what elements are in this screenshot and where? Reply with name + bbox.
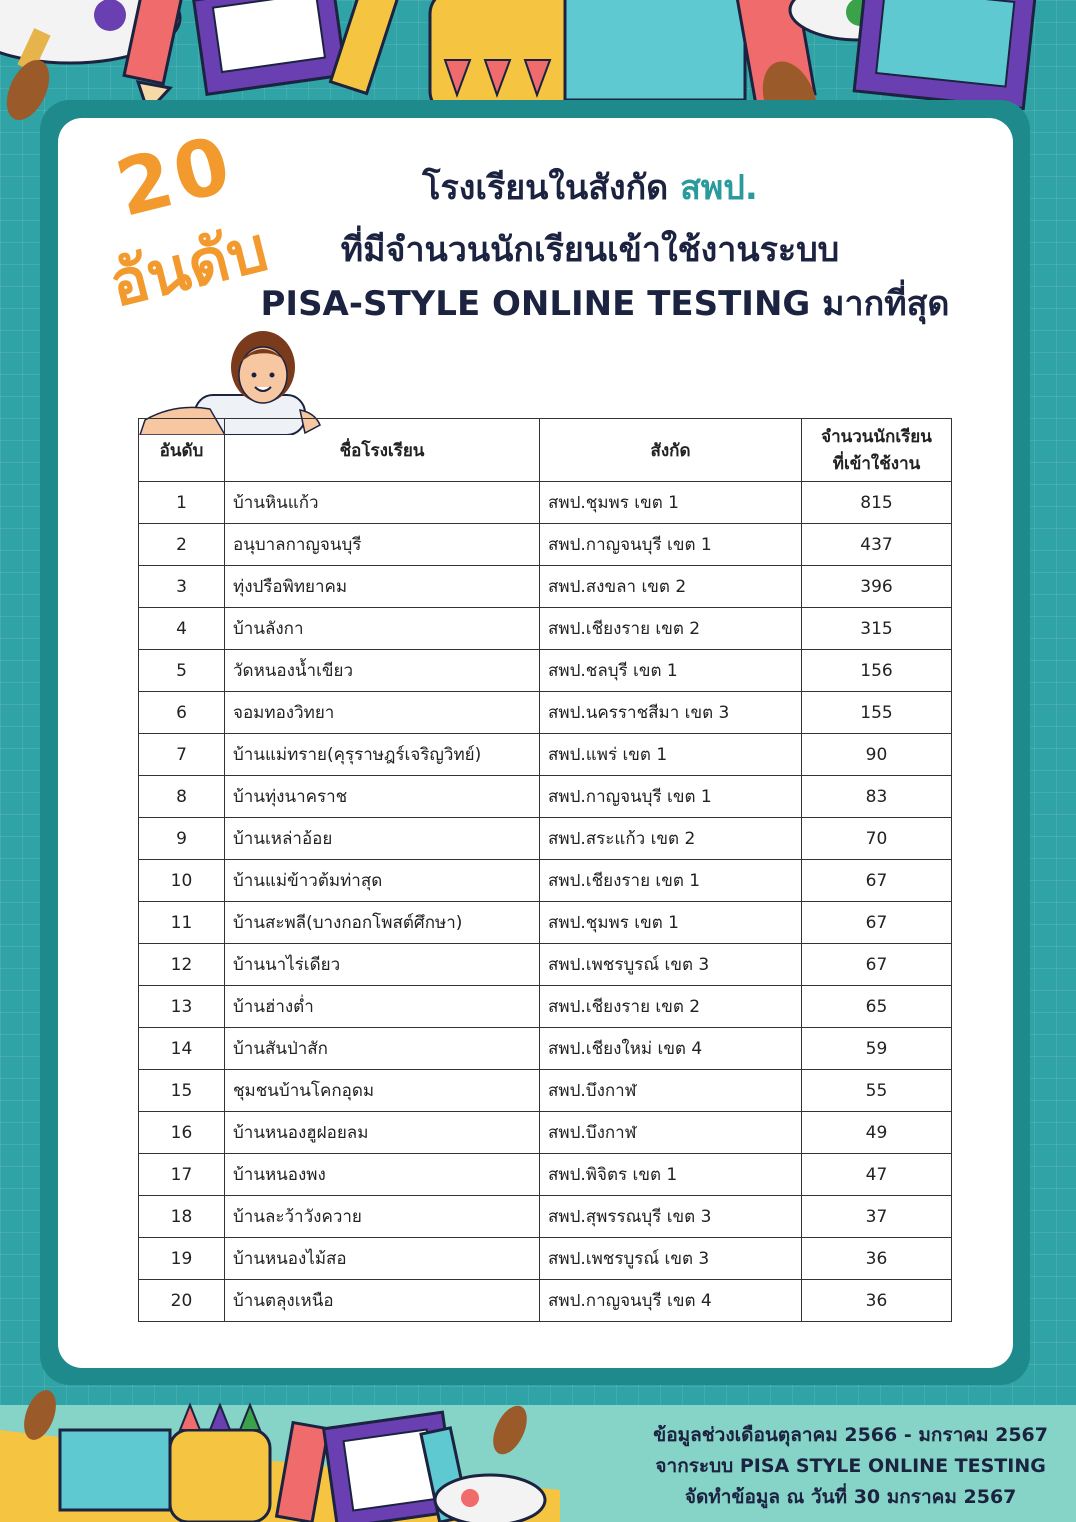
cell-school: บ้านหินแก้ว <box>225 482 540 524</box>
cell-rank: 7 <box>139 734 225 776</box>
header-rank: อันดับ <box>139 419 225 482</box>
cell-count: 396 <box>802 566 952 608</box>
cell-area: สพป.กาญจนบุรี เขต 1 <box>540 776 802 818</box>
cell-school: จอมทองวิทยา <box>225 692 540 734</box>
rank-badge-number: 20 <box>107 119 243 235</box>
table-row <box>139 902 952 944</box>
table-header-row <box>139 419 952 482</box>
table-row <box>139 1238 952 1280</box>
title-line-3: PISA-STYLE ONLINE TESTING มากที่สุด <box>260 284 950 324</box>
footer-line-2: จากระบบ PISA STYLE ONLINE TESTING <box>655 1455 1046 1477</box>
table-row <box>139 860 952 902</box>
cell-rank: 2 <box>139 524 225 566</box>
cell-rank: 10 <box>139 860 225 902</box>
cell-area: สพป.บึงกาฬ <box>540 1112 802 1154</box>
title-line-1-prefix: โรงเรียนในสังกัด <box>422 168 681 208</box>
table-row <box>139 692 952 734</box>
cell-school: ชุมชนบ้านโคกอุดม <box>225 1070 540 1112</box>
pencil-cup-bottom-icon <box>170 1405 270 1522</box>
rank-badge-word: อันดับ <box>102 211 275 322</box>
cell-school: วัดหนองน้ำเขียว <box>225 650 540 692</box>
header-count-line2: ที่เข้าใช้งาน <box>832 454 921 474</box>
cell-rank: 8 <box>139 776 225 818</box>
table-row <box>139 1028 952 1070</box>
ranking-table <box>138 418 952 1322</box>
cell-school: บ้านละว้าวังควาย <box>225 1196 540 1238</box>
cell-area: สพป.เชียงราย เขต 2 <box>540 986 802 1028</box>
cell-rank: 20 <box>139 1280 225 1322</box>
cell-rank: 1 <box>139 482 225 524</box>
cell-rank: 14 <box>139 1028 225 1070</box>
frame-purple-icon <box>194 0 346 94</box>
pencil-cup-icon <box>430 0 570 115</box>
cell-area: สพป.นครราชสีมา เขต 3 <box>540 692 802 734</box>
cell-count: 67 <box>802 902 952 944</box>
header-count-line1: จำนวนนักเรียน <box>821 427 932 447</box>
cell-school: บ้านฮ่างต่ำ <box>225 986 540 1028</box>
cell-count: 37 <box>802 1196 952 1238</box>
header-area: สังกัด <box>540 419 802 482</box>
cell-count: 49 <box>802 1112 952 1154</box>
cell-school: บ้านลังกา <box>225 608 540 650</box>
cell-count: 315 <box>802 608 952 650</box>
cell-count: 55 <box>802 1070 952 1112</box>
cell-count: 65 <box>802 986 952 1028</box>
cell-school: บ้านทุ่งนาคราช <box>225 776 540 818</box>
cell-count: 83 <box>802 776 952 818</box>
header-school: ชื่อโรงเรียน <box>225 419 540 482</box>
table-row <box>139 986 952 1028</box>
cell-rank: 17 <box>139 1154 225 1196</box>
cell-count: 59 <box>802 1028 952 1070</box>
cell-count: 36 <box>802 1280 952 1322</box>
table-row <box>139 608 952 650</box>
cell-school: อนุบาลกาญจนบุรี <box>225 524 540 566</box>
cell-count: 70 <box>802 818 952 860</box>
cell-school: บ้านหนองไม้สอ <box>225 1238 540 1280</box>
title-line-2: ที่มีจำนวนนักเรียนเข้าใช้งานระบบ <box>340 230 840 270</box>
cell-school: บ้านสันป่าสัก <box>225 1028 540 1070</box>
bottom-stationery-decoration <box>0 1390 600 1522</box>
cell-school: บ้านหนองฮูฝอยลม <box>225 1112 540 1154</box>
cell-area: สพป.ชุมพร เขต 1 <box>540 902 802 944</box>
table-row <box>139 1070 952 1112</box>
cell-count: 67 <box>802 944 952 986</box>
cell-area: สพป.พิจิตร เขต 1 <box>540 1154 802 1196</box>
cell-rank: 5 <box>139 650 225 692</box>
cell-rank: 16 <box>139 1112 225 1154</box>
table-body <box>139 482 952 1322</box>
cell-rank: 15 <box>139 1070 225 1112</box>
frame-right-icon <box>854 0 1035 109</box>
cell-area: สพป.สงขลา เขต 2 <box>540 566 802 608</box>
cell-school: บ้านนาไร่เดียว <box>225 944 540 986</box>
cell-area: สพป.เชียงราย เขต 2 <box>540 608 802 650</box>
table-row <box>139 1280 952 1322</box>
title-line-1-accent: สพป. <box>680 168 758 208</box>
cell-rank: 9 <box>139 818 225 860</box>
cell-rank: 13 <box>139 986 225 1028</box>
cell-count: 156 <box>802 650 952 692</box>
cell-rank: 4 <box>139 608 225 650</box>
cell-school: ทุ่งปรือพิทยาคม <box>225 566 540 608</box>
cell-count: 155 <box>802 692 952 734</box>
cell-area: สพป.เชียงใหม่ เขต 4 <box>540 1028 802 1070</box>
cell-area: สพป.แพร่ เขต 1 <box>540 734 802 776</box>
cell-count: 36 <box>802 1238 952 1280</box>
cell-count: 67 <box>802 860 952 902</box>
cell-area: สพป.กาญจนบุรี เขต 4 <box>540 1280 802 1322</box>
cell-rank: 19 <box>139 1238 225 1280</box>
cell-count: 90 <box>802 734 952 776</box>
table-row <box>139 1112 952 1154</box>
cell-area: สพป.เพชรบูรณ์ เขต 3 <box>540 944 802 986</box>
cell-count: 437 <box>802 524 952 566</box>
cell-area: สพป.ชลบุรี เขต 1 <box>540 650 802 692</box>
table-row <box>139 734 952 776</box>
cell-area: สพป.ชุมพร เขต 1 <box>540 482 802 524</box>
cell-school: บ้านหนองพง <box>225 1154 540 1196</box>
cell-school: บ้านแม่ทราย(คุรุราษฎร์เจริญวิทย์) <box>225 734 540 776</box>
footer-line-3: จัดทำข้อมูล ณ วันที่ 30 มกราคม 2567 <box>684 1486 1017 1508</box>
table-row <box>139 1196 952 1238</box>
table-row <box>139 944 952 986</box>
table-row <box>139 776 952 818</box>
header-count <box>802 419 952 482</box>
cell-area: สพป.บึงกาฬ <box>540 1070 802 1112</box>
cell-school: บ้านเหล่าอ้อย <box>225 818 540 860</box>
cell-area: สพป.เพชรบูรณ์ เขต 3 <box>540 1238 802 1280</box>
cell-rank: 12 <box>139 944 225 986</box>
cell-rank: 11 <box>139 902 225 944</box>
table-row <box>139 1154 952 1196</box>
cell-area: สพป.เชียงราย เขต 1 <box>540 860 802 902</box>
cell-count: 47 <box>802 1154 952 1196</box>
pencil-yellow-icon <box>330 0 397 93</box>
cell-area: สพป.กาญจนบุรี เขต 1 <box>540 524 802 566</box>
footer-info <box>653 1420 1048 1513</box>
table-row <box>139 524 952 566</box>
notebook-bottom-icon <box>60 1430 170 1510</box>
cell-rank: 6 <box>139 692 225 734</box>
table-row <box>139 650 952 692</box>
cell-school: บ้านสะพลี(บางกอกโพสต์ศึกษา) <box>225 902 540 944</box>
table-row <box>139 482 952 524</box>
cell-area: สพป.สุพรรณบุรี เขต 3 <box>540 1196 802 1238</box>
table-row <box>139 566 952 608</box>
cell-rank: 3 <box>139 566 225 608</box>
cell-count: 815 <box>802 482 952 524</box>
cell-school: บ้านตลุงเหนือ <box>225 1280 540 1322</box>
title-line-1 <box>240 160 940 214</box>
footer-line-1: ข้อมูลช่วงเดือนตุลาคม 2566 - มกราคม 2567 <box>653 1424 1048 1446</box>
cell-rank: 18 <box>139 1196 225 1238</box>
cell-school: บ้านแม่ข้าวต้มท่าสุด <box>225 860 540 902</box>
table-row <box>139 818 952 860</box>
cell-area: สพป.สระแก้ว เขต 2 <box>540 818 802 860</box>
